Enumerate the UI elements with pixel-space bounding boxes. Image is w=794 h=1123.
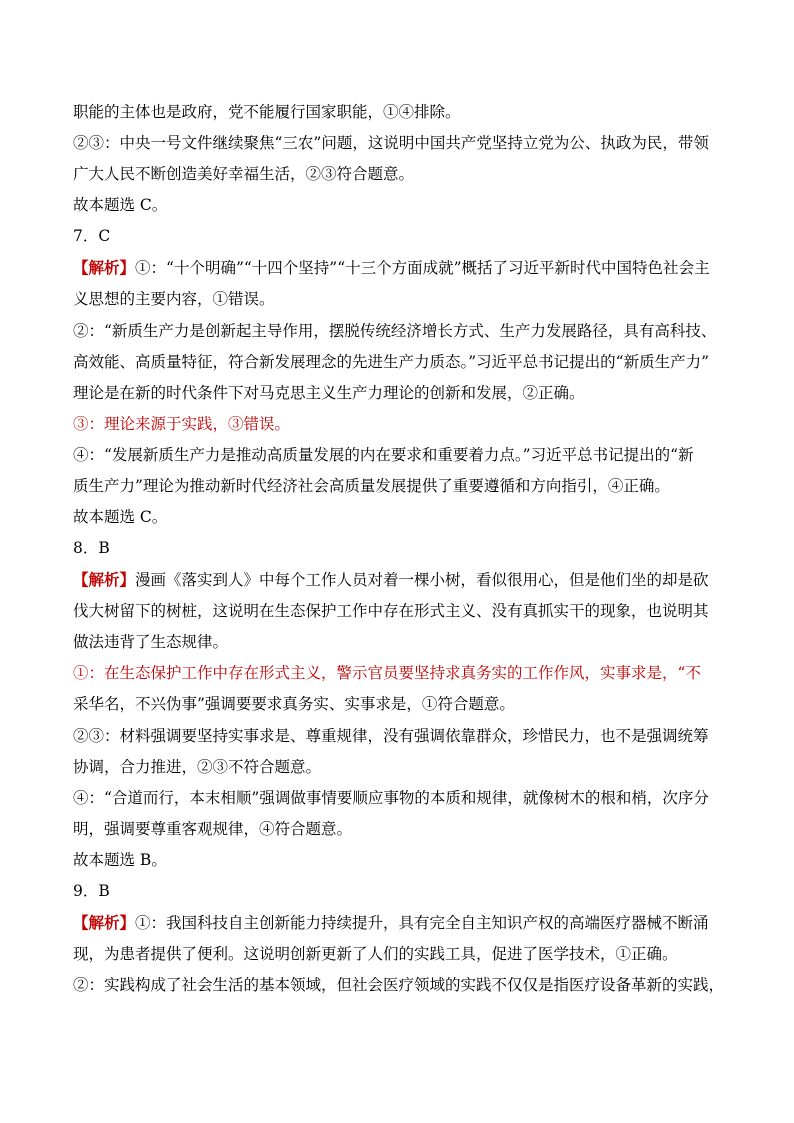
text-line — [73, 570, 754, 592]
line-text: ③：理论来源于实践，③错误。 — [73, 415, 291, 433]
line-text: 故本题选 C。 — [73, 196, 168, 214]
line-text: 漫画《落实到人》中每个工作人员对着一棵小树，看似很用心，但是他们坐的却是砍 — [135, 571, 709, 589]
line-text: 广大人民不断创造美好幸福生活，②③符合题意。 — [73, 165, 415, 183]
text-line — [73, 445, 754, 467]
text-line — [73, 258, 754, 280]
text-line — [73, 226, 754, 248]
text-line — [73, 102, 754, 124]
text-line — [73, 913, 754, 935]
text-line — [73, 414, 754, 436]
text-line — [73, 476, 754, 498]
line-text: ④：“发展新质生产力是推动高质量发展的内在要求和重要着力点。”习近平总书记提出的“新 — [73, 446, 694, 464]
text-line — [73, 819, 754, 841]
line-text: 明，强调要尊重客观规律，④符合题意。 — [73, 820, 353, 838]
line-text: ②：实践构成了社会生活的基本领域，但社会医疗领域的实践不仅仅是指医疗设备革新的实践， — [73, 976, 725, 994]
text-line — [73, 694, 754, 716]
line-text: 7．C — [73, 227, 111, 245]
line-text: 故本题选 B。 — [73, 851, 167, 869]
line-text: ②：“新质生产力是创新起主导作用，摆脱传统经济增长方式、生产力发展路径，具有高科技、 — [73, 322, 717, 340]
line-text: ②③：中央一号文件继续聚焦“三农”问题，这说明中国共产党坚持立党为公、执政为民，带领 — [73, 134, 709, 152]
text-line — [73, 663, 754, 685]
analysis-tag: 【解析】 — [73, 258, 136, 277]
text-line — [73, 507, 754, 529]
text-line — [73, 133, 754, 155]
analysis-tag: 【解析】 — [73, 913, 136, 932]
line-text: 质生产力”理论为推动新时代经济社会高质量发展提供了重要遵循和方向指引，④正确。 — [73, 477, 670, 495]
line-text: 伐大树留下的树桩，这说明在生态保护工作中存在形式主义、没有真抓实干的现象，也说明其 — [73, 602, 709, 620]
text-line — [73, 601, 754, 623]
text-line — [73, 383, 754, 405]
text-line — [73, 289, 754, 311]
text-line — [73, 195, 754, 217]
text-line — [73, 726, 754, 748]
line-text: 故本题选 C。 — [73, 508, 168, 526]
line-text: 8．B — [73, 539, 110, 557]
line-text: 9．B — [73, 882, 110, 900]
line-text: ④：“合道而行，本末相顺”强调做事情要顺应事物的本质和规律，就像树木的根和梢，次序分 — [73, 789, 709, 807]
line-text: 采华名，不兴伪事”强调要要求真务实、实事求是，①符合题意。 — [73, 695, 515, 713]
text-line — [73, 632, 754, 654]
line-text: 协调，合力推进，②③不符合题意。 — [73, 758, 322, 776]
line-text: 职能的主体也是政府，党不能履行国家职能，①④排除。 — [73, 103, 461, 121]
text-line — [73, 757, 754, 779]
line-text: ②③：材料强调要坚持实事求是、尊重规律，没有强调依靠群众，珍惜民力，也不是强调统筹 — [73, 727, 709, 745]
analysis-tag: 【解析】 — [73, 570, 136, 589]
text-line — [73, 788, 754, 810]
text-line — [73, 321, 754, 343]
text-line — [73, 850, 754, 872]
line-text: ①：“十个明确”“十四个坚持”“十三个方面成就”概括了习近平新时代中国特色社会主 — [135, 259, 710, 277]
text-line — [73, 352, 754, 374]
line-text: 高效能、高质量特征，符合新发展理念的先进生产力质态。”习近平总书记提出的“新质生产力” — [73, 353, 710, 371]
text-line — [73, 975, 754, 997]
line-text: 理论是在新的时代条件下对马克思主义生产力理论的创新和发展，②正确。 — [73, 384, 585, 402]
line-text: 义思想的主要内容，①错误。 — [73, 290, 275, 308]
text-line — [73, 944, 754, 966]
line-text: 现，为患者提供了便利。这说明创新更新了人们的实践工具，促进了医学技术，①正确。 — [73, 945, 678, 963]
line-text: ①：在生态保护工作中存在形式主义，警示官员要坚持求真务实的工作作风，实事求是，“不 — [73, 664, 701, 682]
text-line — [73, 538, 754, 560]
text-line — [73, 164, 754, 186]
text-line — [73, 881, 754, 903]
line-text: 做法违背了生态规律。 — [73, 633, 229, 651]
line-text: ①：我国科技自主创新能力持续提升，具有完全自主知识产权的高端医疗器械不断涌 — [135, 914, 709, 932]
